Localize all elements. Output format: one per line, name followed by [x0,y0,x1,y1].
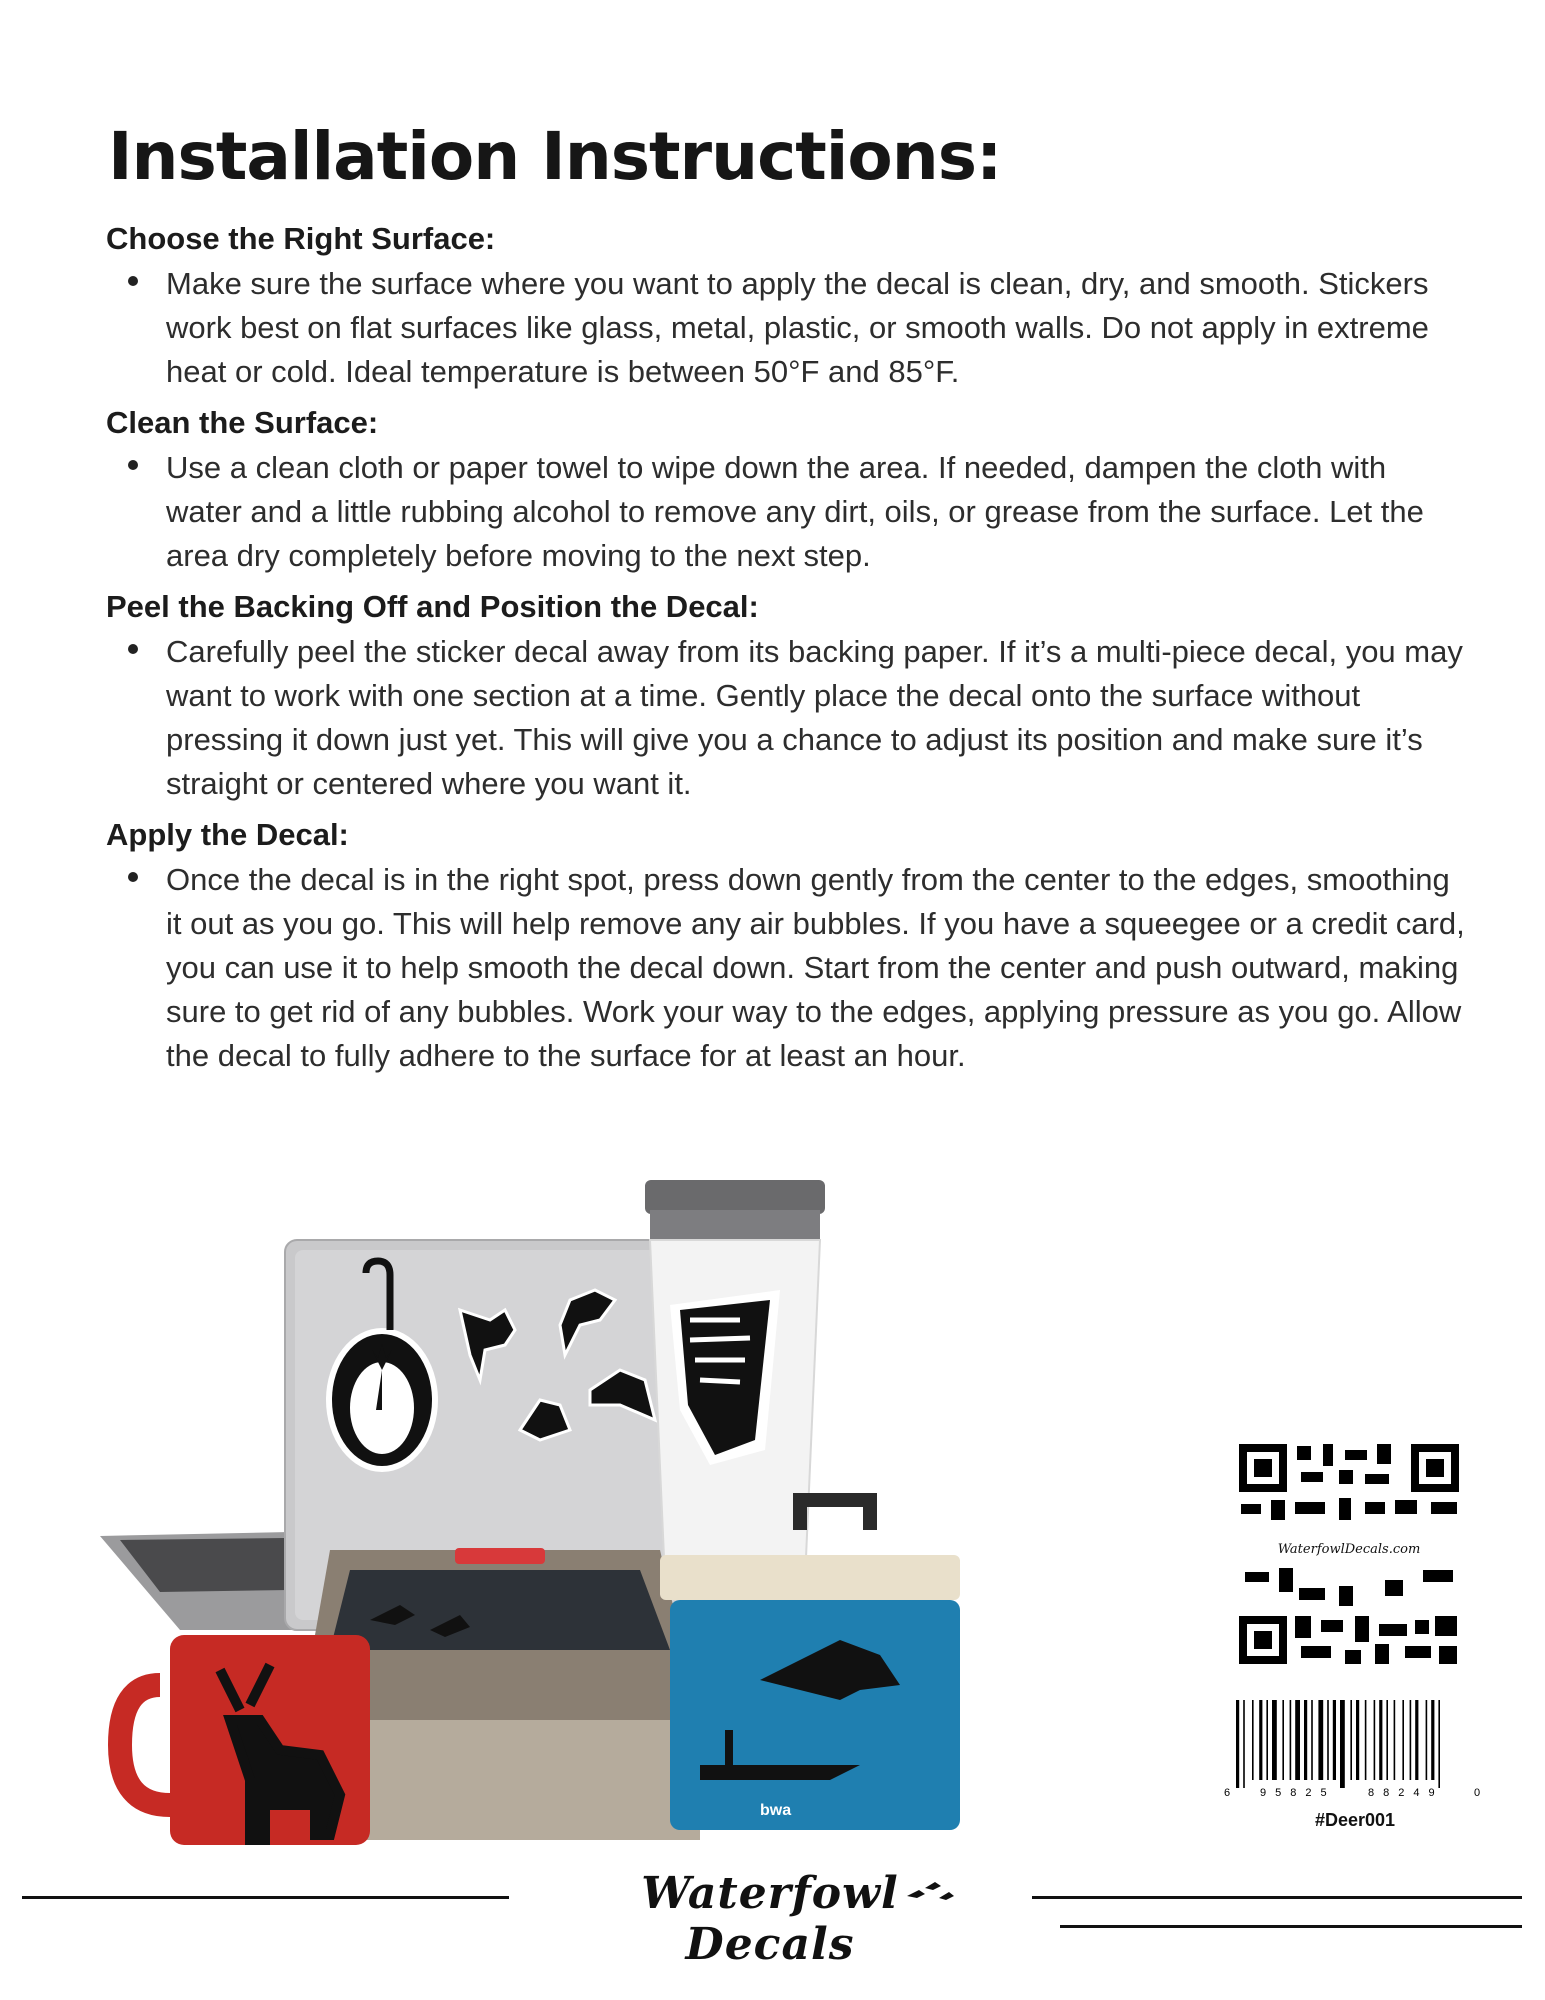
barcode-bar [1410,1700,1412,1780]
section-item-peel [106,630,1466,806]
page-title: Installation Instructions: [108,118,1002,195]
qr-code[interactable] [1235,1440,1463,1668]
barcode-bar [1350,1700,1352,1780]
barcode-bar [1431,1700,1434,1780]
product-illustration [100,1160,1180,1850]
barcode-bar [1290,1700,1292,1780]
barcode-bar [1252,1700,1254,1780]
brand-logo: Waterfowl Decals [641,1868,899,1970]
section-item-surface [106,262,1466,394]
barcode-bar [1266,1700,1268,1780]
section-heading-peel: Peel the Backing Off and Position the Decal: [106,589,759,624]
barcode-bar [1272,1700,1277,1780]
section-heading-clean: Clean the Surface: [106,405,379,440]
barcode-bar [1243,1700,1245,1788]
bullet-icon [128,644,138,654]
bullet-icon [128,872,138,882]
barcode-digits-right: 88249 [1368,1787,1444,1799]
footer-rule-right-lower [1060,1925,1522,1928]
bullet-icon [128,276,138,286]
barcode-bar [1295,1700,1300,1780]
barcode-bar [1394,1700,1396,1780]
barcode-bar [1282,1700,1284,1780]
section-item-apply [106,858,1466,1078]
footer-rule-left [22,1896,509,1899]
barcode-bar [1438,1700,1440,1788]
barcode-bar [1340,1700,1345,1788]
barcode-digit-first: 6 [1224,1787,1231,1799]
barcode-bar [1426,1700,1428,1780]
barcode-bar [1333,1700,1336,1780]
barcode-digits-left: 95825 [1260,1787,1336,1799]
footer-rule-right [1032,1896,1522,1899]
tackle-box-logo: bwa [760,1802,792,1819]
mug-image [120,1635,370,1845]
qr-caption: WaterfowlDecals.com [1235,1542,1463,1557]
section-item-clean [106,446,1466,578]
section-text-surface: Make sure the surface where you want to apply the decal is clean, dry, and smooth. Stickers work best on flat surfaces like glass, metal, plastic, or smooth walls. Do not apply in extreme heat or cold. Ideal temperature is between 50°F and 85°F. [166,266,1429,389]
barcode-bar [1236,1700,1239,1788]
bullet-icon [128,460,138,470]
barcode [1220,1700,1485,1800]
barcode-bar [1415,1700,1418,1780]
barcode-bar [1402,1700,1404,1780]
barcode-bar [1327,1700,1329,1780]
barcode-bar [1311,1700,1313,1780]
barcode-digit-last: 0 [1474,1787,1481,1799]
barcode-bar [1304,1700,1307,1780]
barcode-bar [1386,1700,1388,1780]
section-heading-surface: Choose the Right Surface: [106,221,496,256]
sku-label: #Deer001 [1314,1810,1396,1830]
barcode-bar [1365,1700,1367,1780]
section-text-apply: Once the decal is in the right spot, press down gently from the center to the edges, smoothing it out as you go. This will help remove any air bubbles. If you have a squeegee or a credit card, you can use it to help smooth the decal down. Start from the center and push outward, making sure to get rid of any bubbles. Work your way to the edges, applying pressure as you go. Allow the decal to fully adhere to the surface for at least an hour. [166,862,1465,1073]
barcode-bar [1356,1700,1359,1780]
instruction-sections [106,218,1466,1086]
barcode-bar [1259,1700,1262,1780]
barcode-bar [1379,1700,1382,1780]
barcode-bar [1318,1700,1323,1780]
section-heading-apply: Apply the Decal: [106,817,349,852]
section-text-peel: Carefully peel the sticker decal away from its backing paper. If it’s a multi-piece decal, you may want to work with one section at a time. Gently place the decal onto the surface without pressing it down just yet. This will give you a chance to adjust its position and make sure it’s straight or centered where you want it. [166,634,1463,801]
barcode-bar [1374,1700,1376,1780]
brand-birds-icon [905,1878,955,1908]
section-text-clean: Use a clean cloth or paper towel to wipe down the area. If needed, dampen the cloth with water and a little rubbing alcohol to remove any dirt, oils, or grease from the surface. Let the area dry completely before moving to the next step. [166,450,1424,573]
